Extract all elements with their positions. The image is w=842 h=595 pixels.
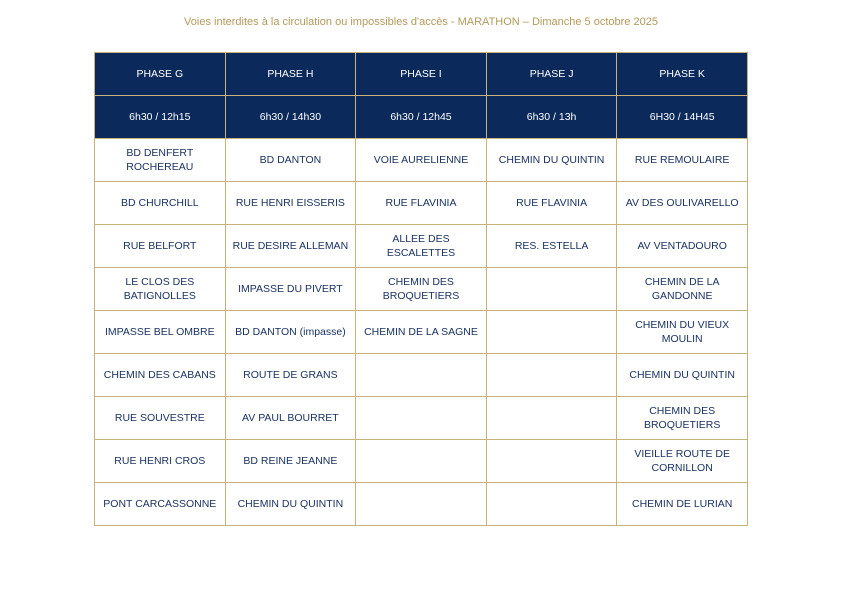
street-cell: CHEMIN DU QUINTIN [486,139,617,182]
street-cell [486,397,617,440]
street-cell: RUE SOUVESTRE [95,397,226,440]
phase-header: PHASE K [617,53,748,96]
street-cell [356,440,487,483]
phase-hours: 6H30 / 14H45 [617,96,748,139]
street-cell: AV DES OULIVARELLO [617,182,748,225]
phase-header-row [95,53,748,96]
street-cell: PONT CARCASSONNE [95,483,226,526]
street-cell [486,440,617,483]
street-cell: CHEMIN DES CABANS [95,354,226,397]
table-row [95,139,748,182]
phase-hours: 6h30 / 13h [486,96,617,139]
phase-hours: 6h30 / 14h30 [225,96,356,139]
street-cell: VOIE AURELIENNE [356,139,487,182]
street-cell: RUE FLAVINIA [356,182,487,225]
street-cell: IMPASSE BEL OMBRE [95,311,226,354]
street-cell [356,397,487,440]
street-cell: CHEMIN DE LURIAN [617,483,748,526]
street-cell: RUE FLAVINIA [486,182,617,225]
street-cell: IMPASSE DU PIVERT [225,268,356,311]
phase-hours: 6h30 / 12h15 [95,96,226,139]
phase-header: PHASE J [486,53,617,96]
table-row [95,182,748,225]
table-row [95,440,748,483]
table-row [95,268,748,311]
street-cell [486,268,617,311]
street-cell: CHEMIN DU QUINTIN [225,483,356,526]
table-row [95,225,748,268]
street-cell: AV VENTADOURO [617,225,748,268]
phase-hours: 6h30 / 12h45 [356,96,487,139]
street-cell: CHEMIN DU VIEUX MOULIN [617,311,748,354]
street-cell: CHEMIN DE LA SAGNE [356,311,487,354]
street-cell [356,354,487,397]
street-cell: RUE HENRI CROS [95,440,226,483]
street-cell: BD REINE JEANNE [225,440,356,483]
street-cell: ALLEE DES ESCALETTES [356,225,487,268]
street-cell: BD DANTON [225,139,356,182]
street-cell: ROUTE DE GRANS [225,354,356,397]
street-cell [356,483,487,526]
street-cell: CHEMIN DU QUINTIN [617,354,748,397]
street-cell: BD DENFERT ROCHEREAU [95,139,226,182]
street-cell [486,311,617,354]
street-cell: AV PAUL BOURRET [225,397,356,440]
street-cell: CHEMIN DE LA GANDONNE [617,268,748,311]
road-closures-table [94,52,748,526]
street-cell: CHEMIN DES BROQUETIERS [617,397,748,440]
phase-header: PHASE G [95,53,226,96]
table-row [95,483,748,526]
street-cell: CHEMIN DES BROQUETIERS [356,268,487,311]
street-cell: RUE HENRI EISSERIS [225,182,356,225]
street-cell: BD DANTON (impasse) [225,311,356,354]
street-cell [486,354,617,397]
table-row [95,397,748,440]
street-cell: BD CHURCHILL [95,182,226,225]
street-cell: RUE BELFORT [95,225,226,268]
street-cell [486,483,617,526]
page-title: Voies interdites à la circulation ou impossibles d'accès - MARATHON – Dimanche 5 octobre 2025 [184,16,658,28]
phase-header: PHASE H [225,53,356,96]
table-row [95,311,748,354]
hours-header-row [95,96,748,139]
street-cell: RES. ESTELLA [486,225,617,268]
phase-header: PHASE I [356,53,487,96]
street-cell: LE CLOS DES BATIGNOLLES [95,268,226,311]
table-row [95,354,748,397]
street-cell: RUE DESIRE ALLEMAN [225,225,356,268]
street-cell: RUE REMOULAIRE [617,139,748,182]
street-cell: VIEILLE ROUTE DE CORNILLON [617,440,748,483]
